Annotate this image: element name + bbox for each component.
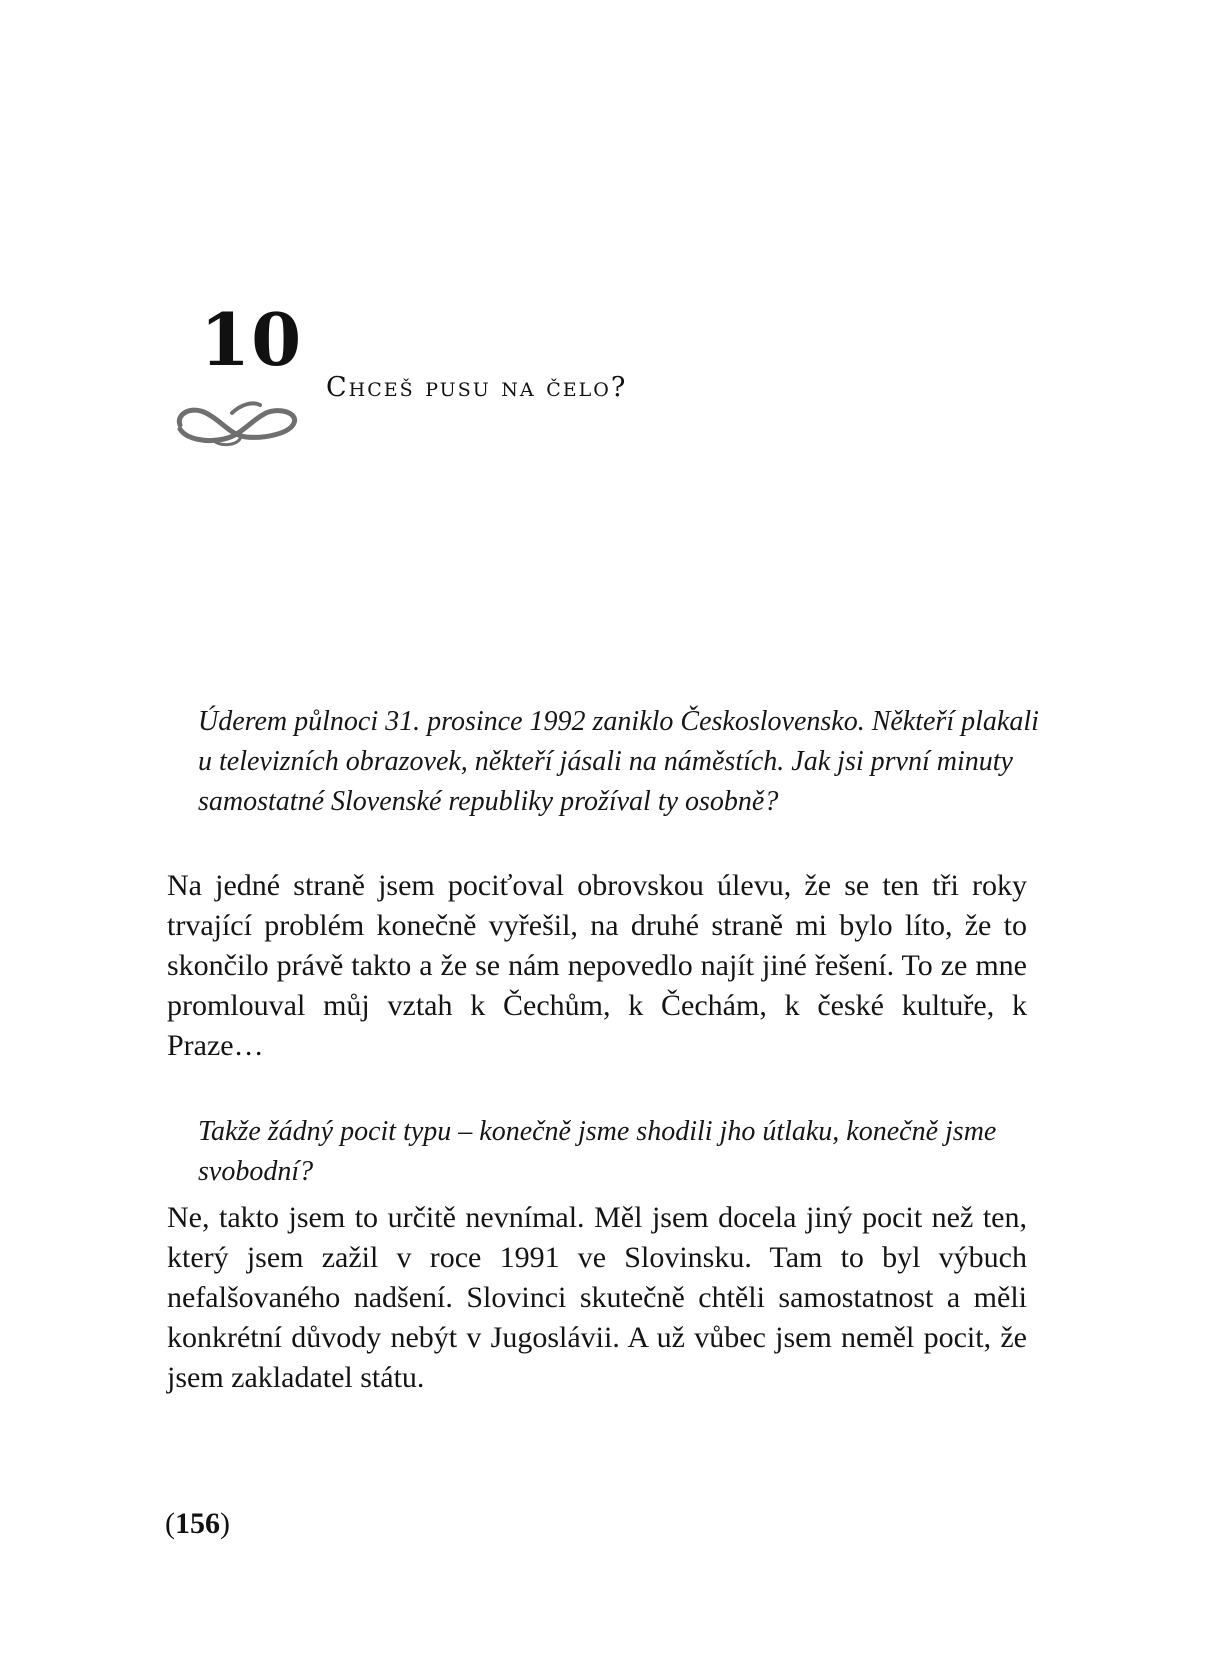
interview-question-1: Úderem půlnoci 31. prosince 1992 zaniklo Československo. Někteří plakali u televizních obrazovek, někteří jásali na náměstích. Jak jsi první minuty samostatné Slovenské republiky prožíval ty osobně? <box>198 706 1039 817</box>
infinity-flourish-icon <box>170 395 302 451</box>
chapter-title: Chceš pusu na čelo? <box>326 372 628 403</box>
chapter-number: 10 <box>200 297 303 382</box>
page-number: (156) <box>165 1507 230 1540</box>
interview-answer-1: Na jedné straně jsem pociťoval obrovskou úlevu, že se ten tři roky trvající problém konečně vyřešil, na druhé straně mi bylo líto, že to skončilo právě takto a že se nám nepovedlo najít jiné řešení. To ze mne promlouval můj vztah k Čechům, k Čechám, k české kultuře, k Praze… <box>167 869 1027 1062</box>
page-number-value: 156 <box>175 1507 220 1540</box>
interview-answer-2: Ne, takto jsem to určitě nevnímal. Měl jsem docela jiný pocit než ten, který jsem zažil v roce 1991 ve Slovinsku. Tam to byl výbuch nefalšovaného nadšení. Slovinci skutečně chtěli samostatnost a měli konkrétní důvody nebýt v Jugoslávii. A už vůbec jsem neměl pocit, že jsem zakladatel státu. <box>167 1201 1027 1394</box>
interview-question-2: Takže žádný pocit typu – konečně jsme shodili jho útlaku, konečně jsme svobodní? <box>198 1116 997 1187</box>
